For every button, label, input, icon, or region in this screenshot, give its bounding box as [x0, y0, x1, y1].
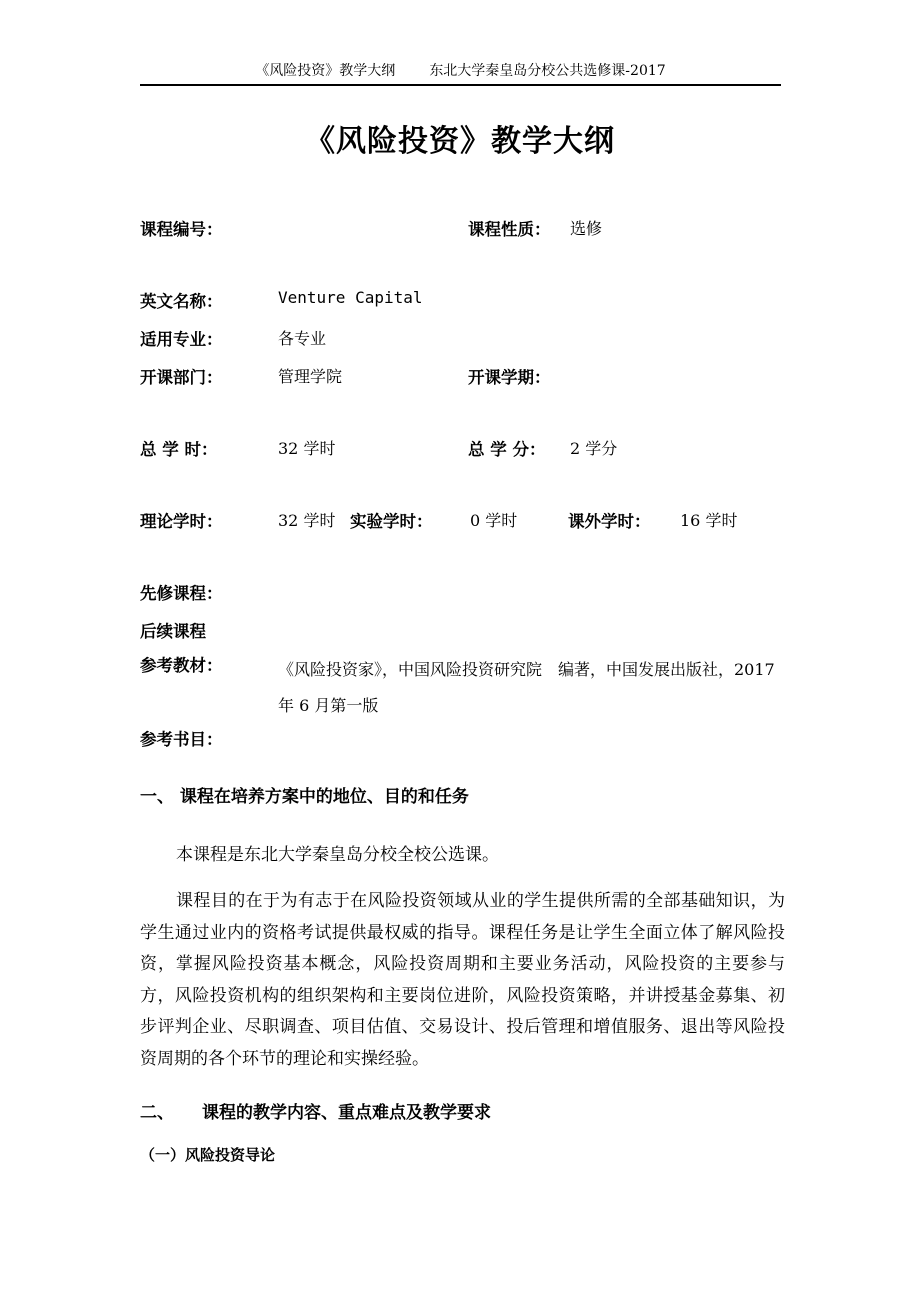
total-hours-label: 总 学 时： — [140, 440, 218, 459]
section2-title: 课程的教学内容、重点难点及教学要求 — [202, 1103, 491, 1123]
header-course-type: 东北大学秦皇岛分校公共选修课-2017 — [429, 63, 666, 79]
section1-paragraph2: 课程目的在于为有志于在风险投资领域从业的学生提供所需的全部基础知识，为学生通过业内的资格考试提供最权威的指导。课程任务是让学生全面立体了解风险投资，掌握风险投资基本概念，风险投资周期和主要业务活动，风险投资的主要参与方，风险投资机构的组织架构和主要岗位进阶，风险投资策略，并讲授基金募集、初步评判企业、尽职调查、项目估值、交易设计、投后管理和增值服务、退出等风险投资周期的各个环节的理论和实操经验。 — [140, 891, 785, 1069]
section2-heading — [140, 1098, 788, 1123]
textbook-value-line1: 《风险投资家》，中国风险投资研究院 编著，中国发展出版社，2017 — [278, 660, 775, 679]
total-hours-value: 32 学时 — [278, 439, 336, 458]
major-value: 各专业 — [278, 329, 327, 348]
extra-hours-label: 课外学时： — [568, 512, 651, 531]
course-nature-value: 选修 — [570, 219, 603, 238]
row-department — [140, 364, 788, 388]
theory-hours-label: 理论学时： — [140, 512, 223, 531]
department-value: 管理学院 — [278, 367, 343, 386]
lab-hours-label: 实验学时： — [350, 512, 433, 531]
extra-hours-value: 16 学时 — [680, 511, 738, 530]
department-label: 开课部门： — [140, 368, 223, 387]
course-nature-label: 课程性质： — [468, 220, 551, 239]
theory-hours-value: 32 学时 — [278, 511, 336, 530]
total-credits-value: 2 学分 — [570, 439, 618, 458]
lab-hours-value: 0 学时 — [470, 511, 518, 530]
total-credits-label: 总 学 分： — [468, 440, 546, 459]
section2-number: 二、 — [140, 1103, 174, 1123]
row-textbook — [140, 652, 788, 724]
section1-heading: 一、 课程在培养方案中的地位、目的和任务 — [140, 787, 469, 807]
english-name-value: Venture Capital — [278, 288, 423, 307]
page-title: 《风险投资》教学大纲 — [305, 124, 615, 159]
row-hour-breakdown — [140, 508, 788, 532]
row-followup — [140, 618, 788, 642]
prerequisite-label: 先修课程： — [140, 584, 223, 603]
course-number-label: 课程编号： — [140, 220, 223, 239]
english-name-label: 英文名称： — [140, 292, 223, 311]
row-major — [140, 326, 788, 350]
row-english-name — [140, 288, 788, 312]
row-prerequisite — [140, 580, 788, 604]
row-course-number — [140, 216, 788, 240]
textbook-value — [278, 652, 783, 724]
row-total-hours — [140, 436, 788, 460]
row-bibliography — [140, 726, 788, 750]
page-header — [140, 60, 781, 80]
major-label: 适用专业： — [140, 330, 223, 349]
header-rule — [140, 84, 781, 86]
section1-paragraph1: 本课程是东北大学秦皇岛分校全校公选课。 — [176, 845, 499, 865]
followup-label: 后续课程 — [140, 622, 206, 641]
bibliography-label: 参考书目： — [140, 730, 223, 749]
textbook-value-line2: 年 6 月第一版 — [278, 696, 379, 715]
textbook-label: 参考教材： — [140, 656, 223, 675]
header-doc-title: 《风险投资》教学大纲 — [255, 63, 396, 79]
subsection-heading: （一）风险投资导论 — [140, 1146, 276, 1164]
semester-label: 开课学期： — [468, 368, 551, 387]
